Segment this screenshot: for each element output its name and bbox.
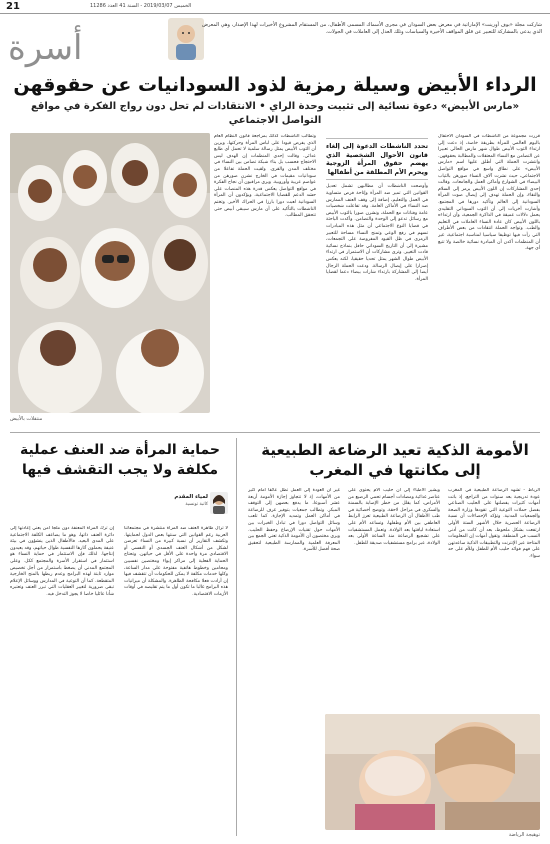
section-divider (10, 432, 540, 433)
violence-paragraph: إن ترك المرأة المعنفة دون ملجأ آمن يعني إعادتها إلى دائرة العنف ذاتها، وهو ما يضاعف الكلفة الاجتماعية على المدى البعيد. فالأطفال الذين ينشؤون في بيئة عنيفة يحملون آثارها النفسية طوال حياتهم، وقد يعيدون إنتاجها. لذلك فإن الاستثمار في حماية النساء هو استثمار في استقرار الأسرة والمجتمع ككل. وعلى المجتمع المدني أن يضغط باستمرار من أجل تخصيص موارد ثابتة لهذه البرامج وعدم ربطها بالمنح الخارجية المتقطعة. كما أن التوعية في المدارس ووسائل الإعلام تبقى ضرورية لتغيير العقليات التي تبرر العنف وتعتبره شأنا عائليا خاصا لا يجوز التدخل فيه. (10, 526, 114, 597)
violence-column (124, 526, 228, 832)
pull-quote: تحدد الناشطات الدعوة إلى إلغاء قانون الأحوال الشخصية الذي يهضم حقوق المرأة الزوجية ويحرم الأم المطلقة من أطفالها (326, 138, 428, 180)
breastfeeding-headline: الأمومة الذكية تعيد الرضاعة الطبيعية إلى مكانتها في المغرب (261, 441, 529, 479)
column-divider (236, 438, 237, 836)
author-title: كاتبة تونسية (185, 502, 208, 507)
women-group-photo (10, 133, 210, 413)
violence-column (10, 526, 114, 832)
main-headline: الرداء الأبيض وسيلة رمزية لذود السودانيات عن حقوقهن (13, 74, 537, 96)
breastfeeding-paragraph: غير أن العودة إلى العمل تظل عائقا أمام كثير من الأمهات، إذ لا تتجاوز إجازة الأمومة أربعة عشر أسبوعا، ما يدفع بعضهن إلى التوقف المبكر. وتطالب جمعيات بتوفير غرف للرضاعة في أماكن العمل وتمديد الإجازة. كما تلعب وسائل التواصل دورا في تبادل الخبرات بين الأمهات حول تقنيات الإرضاع وحفظ الحليب. ويرى مختصون أن الأمومة الذكية تعني الجمع بين المعرفة العلمية والممارسة الطبيعية لتحقيق صحة أفضل للأسرة. (248, 488, 340, 553)
main-story-paragraph: قررت مجموعة من الناشطات في السودان الاحتفال باليوم العالمي للمرأة بطريقة خاصة، إذ دعت إلى ارتداء الثوب الأبيض طوال شهر مارس الحالي تعبيرا عن التضامن مع النساء المعتقلات والمطالبة بحقوقهن. وانتشرت الحملة التي أطلق عليها اسم «مارس الأبيض» على نطاق واسع في مواقع التواصل الاجتماعي، حيث نشرت آلاف النساء صورهن بالثياب البيضاء في الشوارع وأماكن العمل والجامعات. وقالت إحدى المشاركات إن اللون الأبيض يرمز إلى السلام والنقاء، وإن الحملة تهدف إلى إيصال صوت المرأة السودانية إلى العالم وتأكيد دورها في المجتمع. وأشارت أخريات إلى أن الثوب السوداني التقليدي يحمل دلالات عميقة في الذاكرة الجمعية، وأن ارتداءه باللون الأبيض كان عادة النساء العاملات في التعليم والطب. وتواجه الحملة انتقادات من بعض الأطراف التي رأت فيها توظيفا سياسيا لمناسبة اجتماعية، غير أن المنظمات أكدن أن المبادرة نسائية خالصة ولا تتبع أي جهة. (438, 134, 540, 252)
violence-paragraph: لا تزال ظاهرة العنف ضد المرأة منتشرة في مجتمعاتنا العربية رغم القوانين التي سنتها بعض الدول لحمايتها. وتكشف التقارير أن نسبة كبيرة من النساء تعرضن لشكل من أشكال العنف الجسدي أو النفسي أو الاقتصادي مرة واحدة على الأقل في حياتهن. وتحتاج الحماية الفعلية إلى مراكز إيواء ومختصين نفسيين ومحامين وخطوط هاتفية مفتوحة على مدار الساعة، وكلها خدمات مكلفة لا يمكن للحكومات أن تتقشف فيها إن أرادت فعلا مكافحة الظاهرة. والمشكلة أن ميزانيات هذه البرامج غالبا ما تكون أول ما يتم تقليصه في أوقات الأزمات الاقتصادية. (124, 526, 228, 597)
violence-headline: حماية المرأة ضد العنف عملية مكلفة ولا يجب التقشف فيها (19, 442, 221, 478)
breastfeeding-column (448, 488, 540, 710)
author-avatar (210, 492, 228, 514)
photo-caption: منتقلات بالأبيض (10, 416, 43, 422)
author-name: لمياء المقدم (174, 494, 208, 500)
teaser-text: شاركت مجلة «بوف أورينت» الإماراتية في معرض بعض السودان في مجرى الأسماك المسمى الأطفال، من المستقام المشروع الأخيرات لهذا الإصدار، وهي المعرض الذي يدعى بالمشاركة للتعبير عن قلق المواقف الأخيرة والسياسات وتلك العدل إلى العاملات في الجولات. (202, 22, 542, 35)
main-story-column (438, 134, 540, 424)
photo-credit: توهيجة الرياضة (508, 832, 540, 838)
breastfeeding-paragraph: الرباط - تشهد الرضاعة الطبيعية في المغرب عودة تدريجية بعد سنوات من التراجع، إذ باتت أمهات كثيرات يفضلنها على الحليب الصناعي بفضل حملات التوعية التي تقودها وزارة الصحة والجمعيات المدنية. وتؤكد الإحصاءات أن نسبة الرضاعة الحصرية خلال الأشهر الستة الأولى ارتفعت بشكل ملحوظ، بعد أن كانت من أدنى النسب في المنطقة. وتقول أمهات إن المعلومات المتاحة عبر الإنترنت والتطبيقات الذكية ساعدتهن على فهم فوائد حليب الأم للطفل وللأم على حد سواء. (448, 488, 540, 559)
issue-line: الخميس 2019/03/07 - السنة 41 العدد 11286 (90, 3, 192, 9)
author-byline (174, 492, 228, 522)
main-story-column (326, 134, 428, 424)
main-subhead: «مارس الأبيض» دعوة نسائية إلى تثبيت وحدة الراي • الانتقادات لم تحل دون رواج الفكرة في مواقع التواصل الاجتماعي (30, 101, 520, 126)
page-header-bar (0, 0, 550, 14)
main-story-column (214, 134, 316, 424)
mother-baby-photo (325, 714, 540, 830)
page-number: 21 (6, 1, 20, 12)
breastfeeding-paragraph: ويشير الأطباء إلى أن حليب الأم يحتوي على عناصر غذائية ومضادات أجسام تحمي الرضيع من الأمراض، كما يقلل من خطر الإصابة بالسمنة والسكري في مراحل لاحقة. وتوضح أخصائية في طب الأطفال أن الرضاعة الطبيعية تعزز الرابط العاطفي بين الأم وطفلها، وتساعد الأم على استعادة لياقتها بعد الولادة. وتعمل المستشفيات على تشجيع الرضاعة منذ الساعة الأولى بعد الولادة، عبر برامج مستشفيات صديقة للطفل. (348, 488, 440, 546)
main-story-body (214, 134, 540, 424)
section-title: أسرة (8, 28, 83, 68)
breastfeeding-column (348, 488, 440, 710)
teaser-photo (168, 18, 204, 60)
main-story-paragraph: وأوضحت الناشطات أن مطالبهن تشمل تعديل القوانين التي تميز ضد المرأة وإتاحة فرص متساوية في العمل والتعليم، إضافة إلى وقف العنف الممارس ضد النساء في الأماكن العامة. وقد تفاعلت شخصيات عامة وفنانات مع الحملة، ونشرن صورا بالثوب الأبيض مع رسائل تدعو إلى الوحدة والتضامن. وأكدت الباحثة في قضايا النوع الاجتماعي أن مثل هذه المبادرات تسهم في رفع الوعي وتمنح النساء مساحة للتعبير الرمزي في ظل القيود المفروضة على التجمعات، مشيرة إلى أن التاريخ السوداني حافل بنماذج نسائية قادت التغيير. وترى مشاركات أن الاستمرار في ارتداء الأبيض طوال الشهر يمثل تحديا حقيقيا، لكنه يعكس إصرارا على إيصال الرسالة. ودعت الحملة الرجال أيضا إلى المشاركة بارتداء شارات بيضاء دعما لقضايا المرأة. (326, 184, 428, 282)
main-story-paragraph: وتطالب الناشطات كذلك بمراجعة قانون النظام العام الذي يفرض قيودا على لباس المرأة وحركتها، ويرين أن الثوب الأبيض يمثل رسالة سلمية لا تحمل أي طابع عدائي. وقالت إحدى المنظمات إن الهدف ليس الاحتجاج فحسب بل بناء شبكة تضامن بين النساء في مختلف المدن والقرى. ولقيت الحملة تفاعلا من سودانيات مقيمات في الخارج نشرن صورهن من عواصم عربية وأوروبية. ويرى مراقبون أن نجاح الفكرة في مواقع التواصل يعكس قدرة هذه المنصات على حشد الدعم للقضايا الاجتماعية، ويؤكدون أن المرأة السودانية لعبت دورا بارزا في الحراك الأخير. وتختم الناشطات بالتأكيد على أن مارس سيبقى أبيض حتى تتحقق المطالب. (214, 134, 316, 219)
section-masthead (0, 16, 550, 68)
